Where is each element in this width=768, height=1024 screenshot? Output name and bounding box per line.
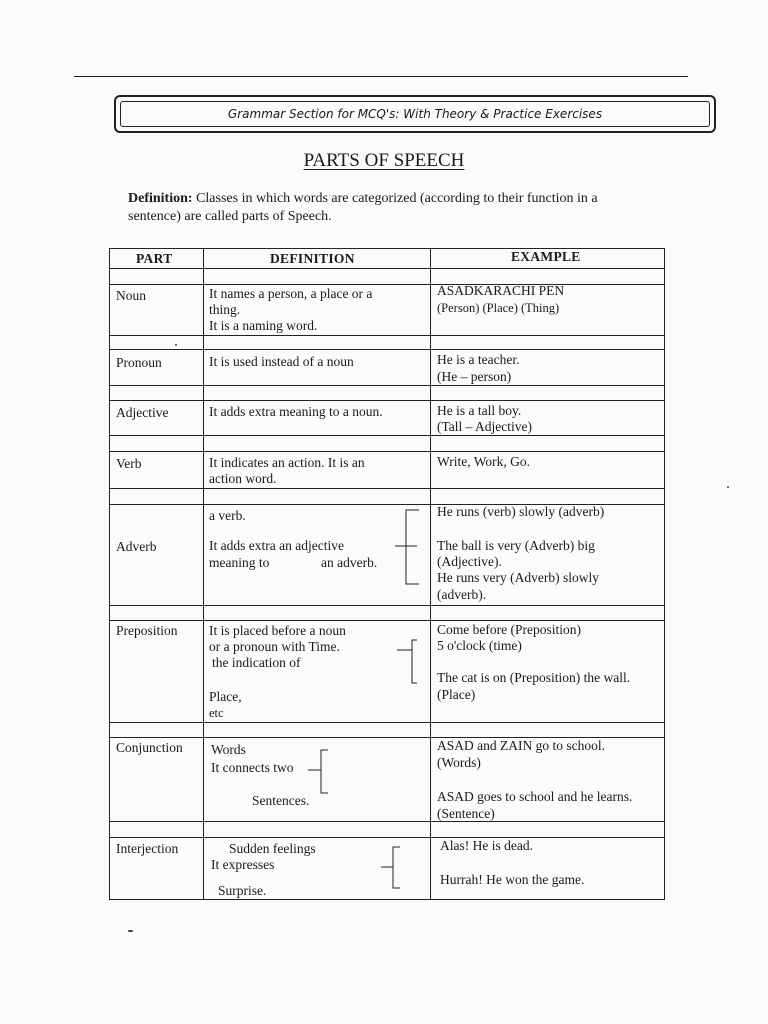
definition-line: It connects two [211, 760, 294, 775]
example-line: The cat is on (Preposition) the wall. [437, 670, 631, 685]
brace-bracket [393, 509, 423, 585]
definition-line: It is a naming word. [209, 318, 318, 333]
part-verb: Verb [116, 456, 142, 471]
scan-speck [175, 344, 177, 346]
definition-line: Place, [209, 689, 242, 704]
definition-text-line1: Classes in which words are categorized (according to their function in a [192, 191, 598, 206]
row-divider [110, 335, 664, 336]
column-divider [203, 249, 204, 899]
parts-of-speech-table [109, 248, 665, 900]
row-divider [110, 349, 664, 350]
row-divider [110, 284, 664, 285]
definition-paragraph [128, 190, 648, 226]
definition-line: meaning to [209, 555, 270, 570]
definition-line: or a pronoun with Time. [209, 639, 340, 654]
page-title-text: PARTS OF SPEECH [303, 150, 465, 171]
example-line: (adverb). [437, 587, 487, 602]
part-interjection: Interjection [116, 841, 179, 856]
example-line: (He – person) [437, 369, 512, 384]
top-rule [74, 76, 688, 77]
page-title [0, 150, 768, 172]
row-divider [110, 268, 664, 269]
part-adjective: Adjective [116, 405, 169, 420]
example-line: ASADKARACHI PEN [437, 283, 565, 298]
example-line: (Place) [437, 687, 476, 702]
example-line: Hurrah! He won the game. [440, 872, 585, 887]
header-banner-text: Grammar Section for MCQ's: With Theory & Practice Exercises [120, 101, 710, 127]
example-line: (Adjective). [437, 554, 502, 569]
definition-line: It indicates an action. It is an [209, 455, 365, 470]
definition-line: etc [209, 706, 224, 720]
definition-line: It is used instead of a noun [209, 354, 354, 369]
example-line: The ball is very (Adverb) big [437, 538, 595, 553]
row-divider [110, 605, 664, 606]
definition-line: Sentences. [252, 793, 310, 808]
example-line: He runs (verb) slowly (adverb) [437, 504, 605, 519]
part-noun: Noun [116, 288, 146, 303]
example-line: ASAD goes to school and he learns. [437, 789, 633, 804]
example-line: He runs very (Adverb) slowly [437, 570, 599, 585]
scan-speck [128, 930, 133, 932]
example-line: He is a tall boy. [437, 403, 522, 418]
part-pronoun: Pronoun [116, 355, 162, 370]
example-line: He is a teacher. [437, 352, 520, 367]
definition-line: Words [211, 742, 246, 757]
definition-line: Surprise. [218, 883, 267, 898]
example-line: ASAD and ZAIN go to school. [437, 738, 605, 753]
definition-line: It names a person, a place or a [209, 286, 373, 301]
part-preposition: Preposition [116, 623, 178, 638]
row-divider [110, 488, 664, 489]
definition-line: an adverb. [321, 555, 378, 570]
part-adverb: Adverb [116, 539, 157, 554]
definition-line: It adds extra meaning to a noun. [209, 404, 383, 419]
part-conjunction: Conjunction [116, 740, 183, 755]
definition-line: It is placed before a noun [209, 623, 346, 638]
example-line: (Tall – Adjective) [437, 419, 533, 434]
definition-label: Definition: [128, 191, 193, 206]
header-example: EXAMPLE [511, 249, 581, 264]
header-part: PART [136, 251, 173, 266]
row-divider [110, 435, 664, 436]
definition-line: thing. [209, 302, 241, 317]
brace-bracket [306, 749, 332, 795]
brace-bracket [395, 639, 421, 685]
row-divider [110, 451, 664, 452]
example-line: Alas! He is dead. [440, 838, 533, 853]
row-divider [110, 821, 664, 822]
scan-speck [727, 486, 729, 488]
header-definition: DEFINITION [270, 251, 355, 266]
example-line: Write, Work, Go. [437, 454, 530, 469]
row-divider [110, 385, 664, 386]
row-divider [110, 722, 664, 723]
row-divider [110, 400, 664, 401]
example-line: 5 o'clock (time) [437, 638, 522, 653]
definition-line: a verb. [209, 508, 246, 523]
row-divider [110, 620, 664, 621]
row-divider [110, 837, 664, 838]
example-line: (Sentence) [437, 806, 495, 821]
header-banner [114, 95, 716, 133]
example-line: Come before (Preposition) [437, 622, 581, 637]
definition-line: action word. [209, 471, 277, 486]
column-divider [430, 249, 431, 899]
example-line: (Words) [437, 755, 481, 770]
definition-line: the indication of [212, 655, 301, 670]
definition-line: It adds extra an adjective [209, 538, 344, 553]
example-line: (Person) (Place) (Thing) [437, 301, 560, 315]
definition-text-line2: sentence) are called parts of Speech. [128, 209, 332, 224]
definition-line: Sudden feelings [229, 841, 316, 856]
brace-bracket [380, 846, 404, 890]
definition-line: It expresses [211, 857, 275, 872]
